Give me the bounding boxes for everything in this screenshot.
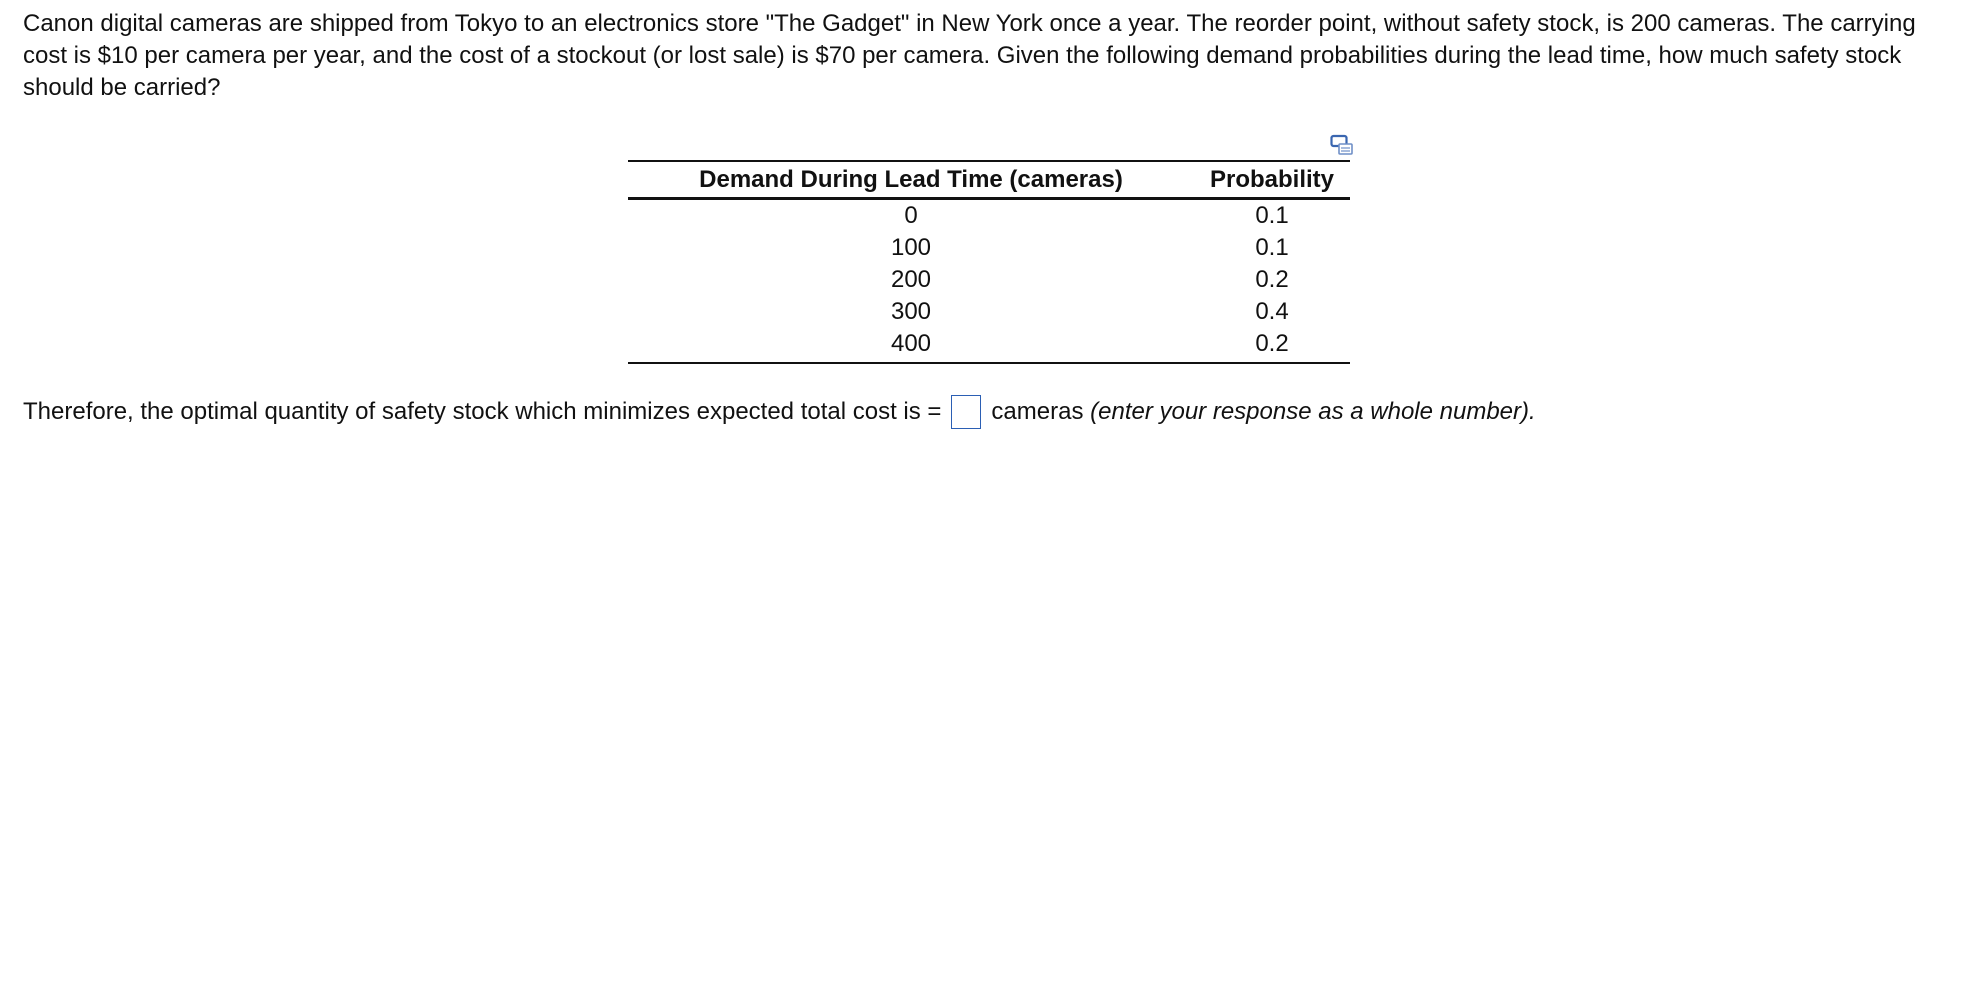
safety-stock-answer-input[interactable] xyxy=(951,395,981,429)
table-row xyxy=(628,328,1350,363)
probability-cell: 0.1 xyxy=(1255,202,1289,229)
probability-cell: 0.1 xyxy=(1255,234,1289,261)
table-row xyxy=(628,264,1350,296)
table-header-row xyxy=(628,161,1350,199)
probability-cell: 0.4 xyxy=(1255,298,1289,325)
demand-cell: 300 xyxy=(890,298,932,325)
question-text: Canon digital cameras are shipped from Tokyo to an electronics store "The Gadget" in New York once a year. The reorder point, without safety stock, is 200 cameras. The carrying cost is $10 per camera per year, and the cost of a stockout (or lost sale) is $70 per camera. Given the following demand probabilities during the lead time, how much safety stock should be carried? xyxy=(23,10,1916,101)
header-probability: Probability xyxy=(1194,161,1350,199)
demand-probability-table xyxy=(628,160,1350,364)
copy-icon-graphic xyxy=(1330,133,1354,157)
answer-unit: cameras xyxy=(991,398,1084,425)
answer-prefix: Therefore, the optimal quantity of safety stock which minimizes expected total cost is = xyxy=(23,398,942,425)
demand-cell: 100 xyxy=(890,234,932,261)
demand-cell: 400 xyxy=(628,328,1194,363)
demand-table-container xyxy=(628,160,1350,364)
answer-line xyxy=(23,394,1536,430)
table-row xyxy=(628,296,1350,328)
table-row xyxy=(628,232,1350,264)
answer-hint: (enter your response as a whole number). xyxy=(1090,398,1536,425)
table-row xyxy=(628,199,1350,233)
probability-cell: 0.2 xyxy=(1194,328,1350,363)
demand-cell: 0 xyxy=(904,202,918,229)
header-demand: Demand During Lead Time (cameras) xyxy=(628,161,1194,199)
copy-table-icon[interactable] xyxy=(1330,133,1354,157)
demand-cell: 200 xyxy=(890,266,932,293)
probability-cell: 0.2 xyxy=(1255,266,1289,293)
